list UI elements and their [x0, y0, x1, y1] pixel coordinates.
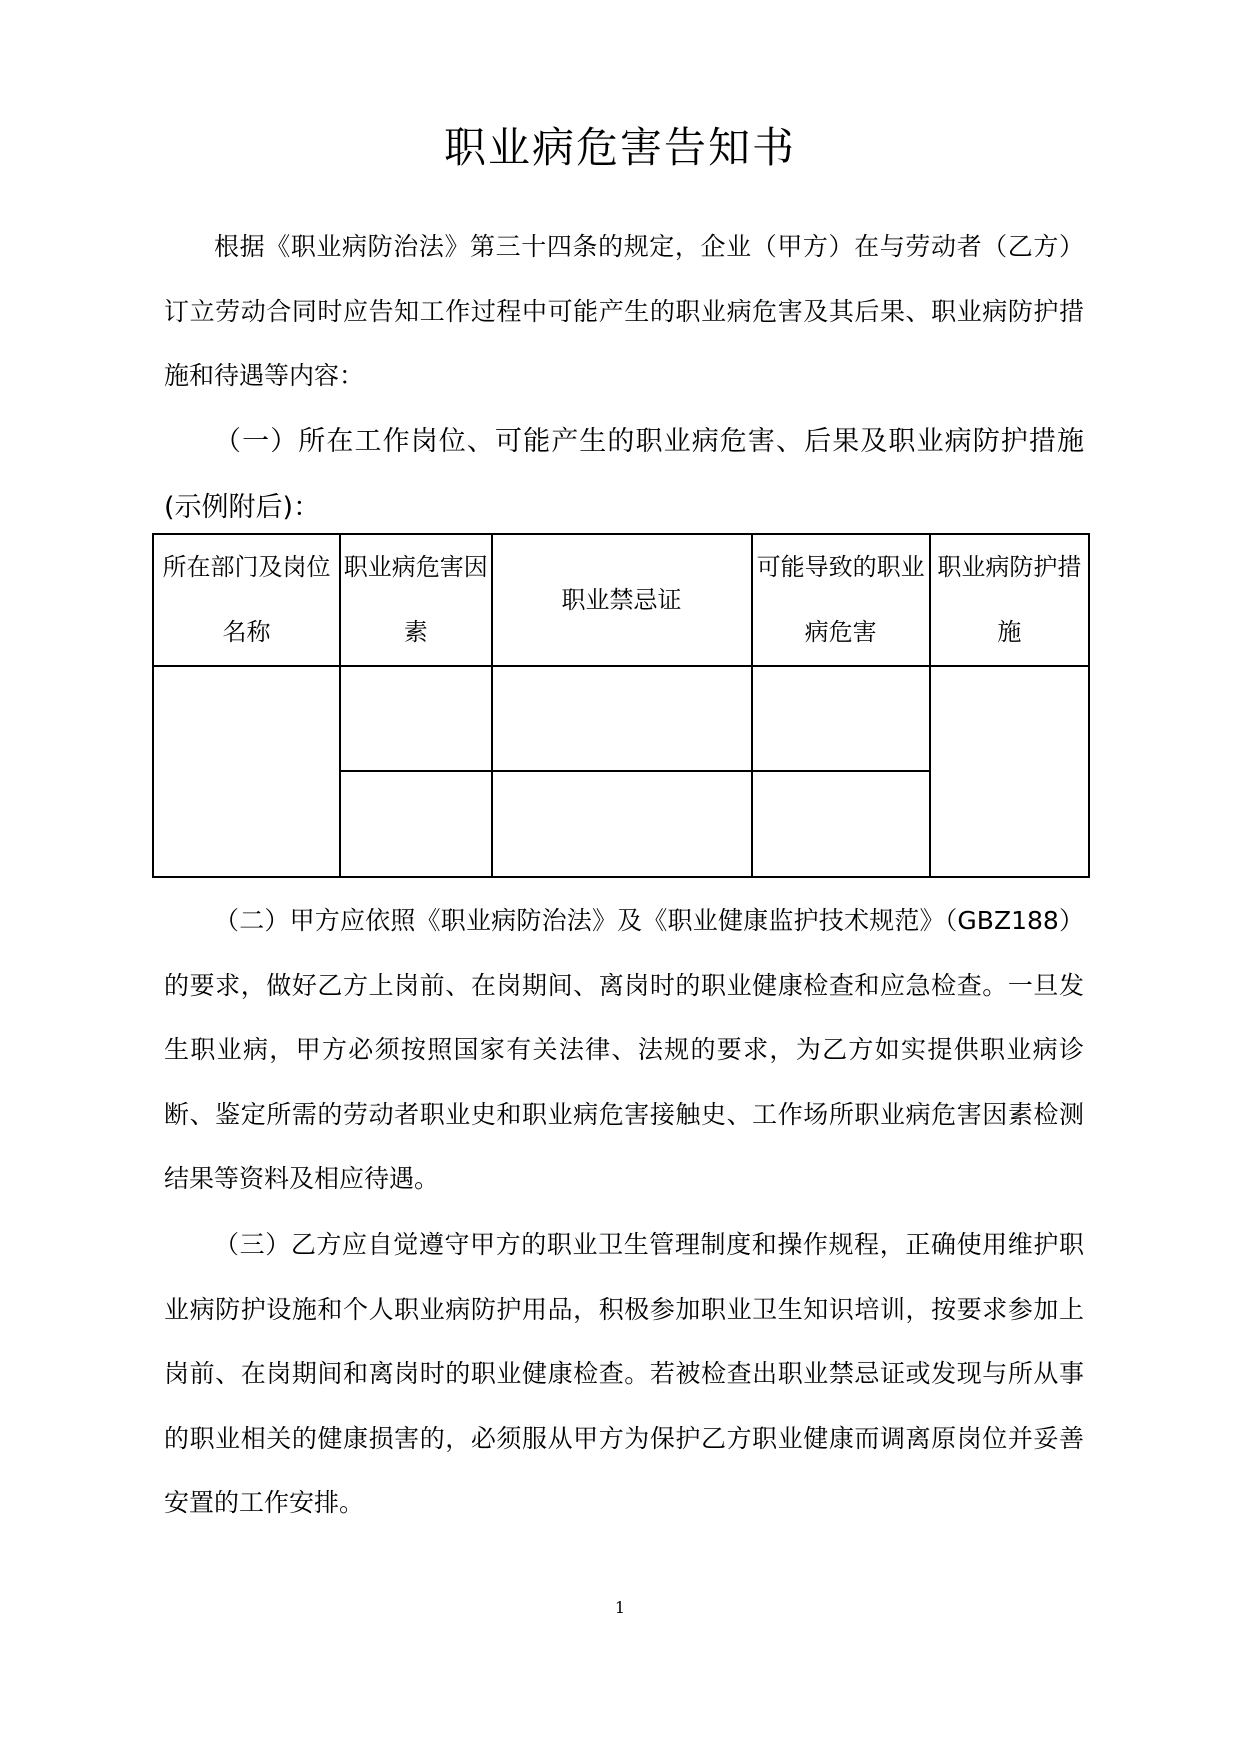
cell-department-position	[153, 666, 340, 877]
section-two-paragraph: （二）甲方应依照《职业病防治法》及《职业健康监护技术规范》（GBZ188）的要求，做好乙方上岗前、在岗期间、离岗时的职业健康检查和应急检查。一旦发生职业病，甲方必须按照国家有关法律、法规的要求，为乙方如实提供职业病诊断、鉴定所需的劳动者职业史和职业病危害接触史、工作场所职业病危害因素检测结果等资料及相应待遇。	[164, 906, 1084, 1193]
page-number: 1	[614, 1598, 626, 1617]
section-three-paragraph: （三）乙方应自觉遵守甲方的职业卫生管理制度和操作规程，正确使用维护职业病防护设施和个人职业病防护用品，积极参加职业卫生知识培训，按要求参加上岗前、在岗期间和离岗时的职业健康检查。若被检查出职业禁忌证或发现与所从事的职业相关的健康损害的，必须服从甲方为保护乙方职业健康而调离原岗位并妥善安置的工作安排。	[164, 1230, 1084, 1517]
header-contraindications: 职业禁忌证	[492, 534, 752, 666]
document-title: 职业病危害告知书	[443, 123, 796, 172]
cell-contraindication	[492, 666, 752, 771]
section-one-paragraph: （一）所在工作岗位、可能产生的职业病危害、后果及职业病防护措施(示例附后)：	[164, 426, 1084, 523]
hazard-table	[152, 533, 1090, 878]
intro-paragraph: 根据《职业病防治法》第三十四条的规定，企业（甲方）在与劳动者（乙方）订立劳动合同时应告知工作过程中可能产生的职业病危害及其后果、职业病防护措施和待遇等内容：	[164, 232, 1084, 390]
cell-possible-hazard	[752, 771, 930, 877]
header-hazard-factors: 职业病危害因素	[340, 534, 492, 666]
header-protective-measures: 职业病防护措施	[930, 534, 1089, 666]
cell-contraindication	[492, 771, 752, 877]
cell-hazard-factor	[340, 771, 492, 877]
cell-protective-measures	[930, 666, 1089, 877]
cell-hazard-factor	[340, 666, 492, 771]
table-row	[153, 666, 1089, 771]
table-header-row	[153, 534, 1089, 666]
cell-possible-hazard	[752, 666, 930, 771]
header-department-position: 所在部门及岗位名称	[153, 534, 340, 666]
header-possible-hazards: 可能导致的职业病危害	[752, 534, 930, 666]
